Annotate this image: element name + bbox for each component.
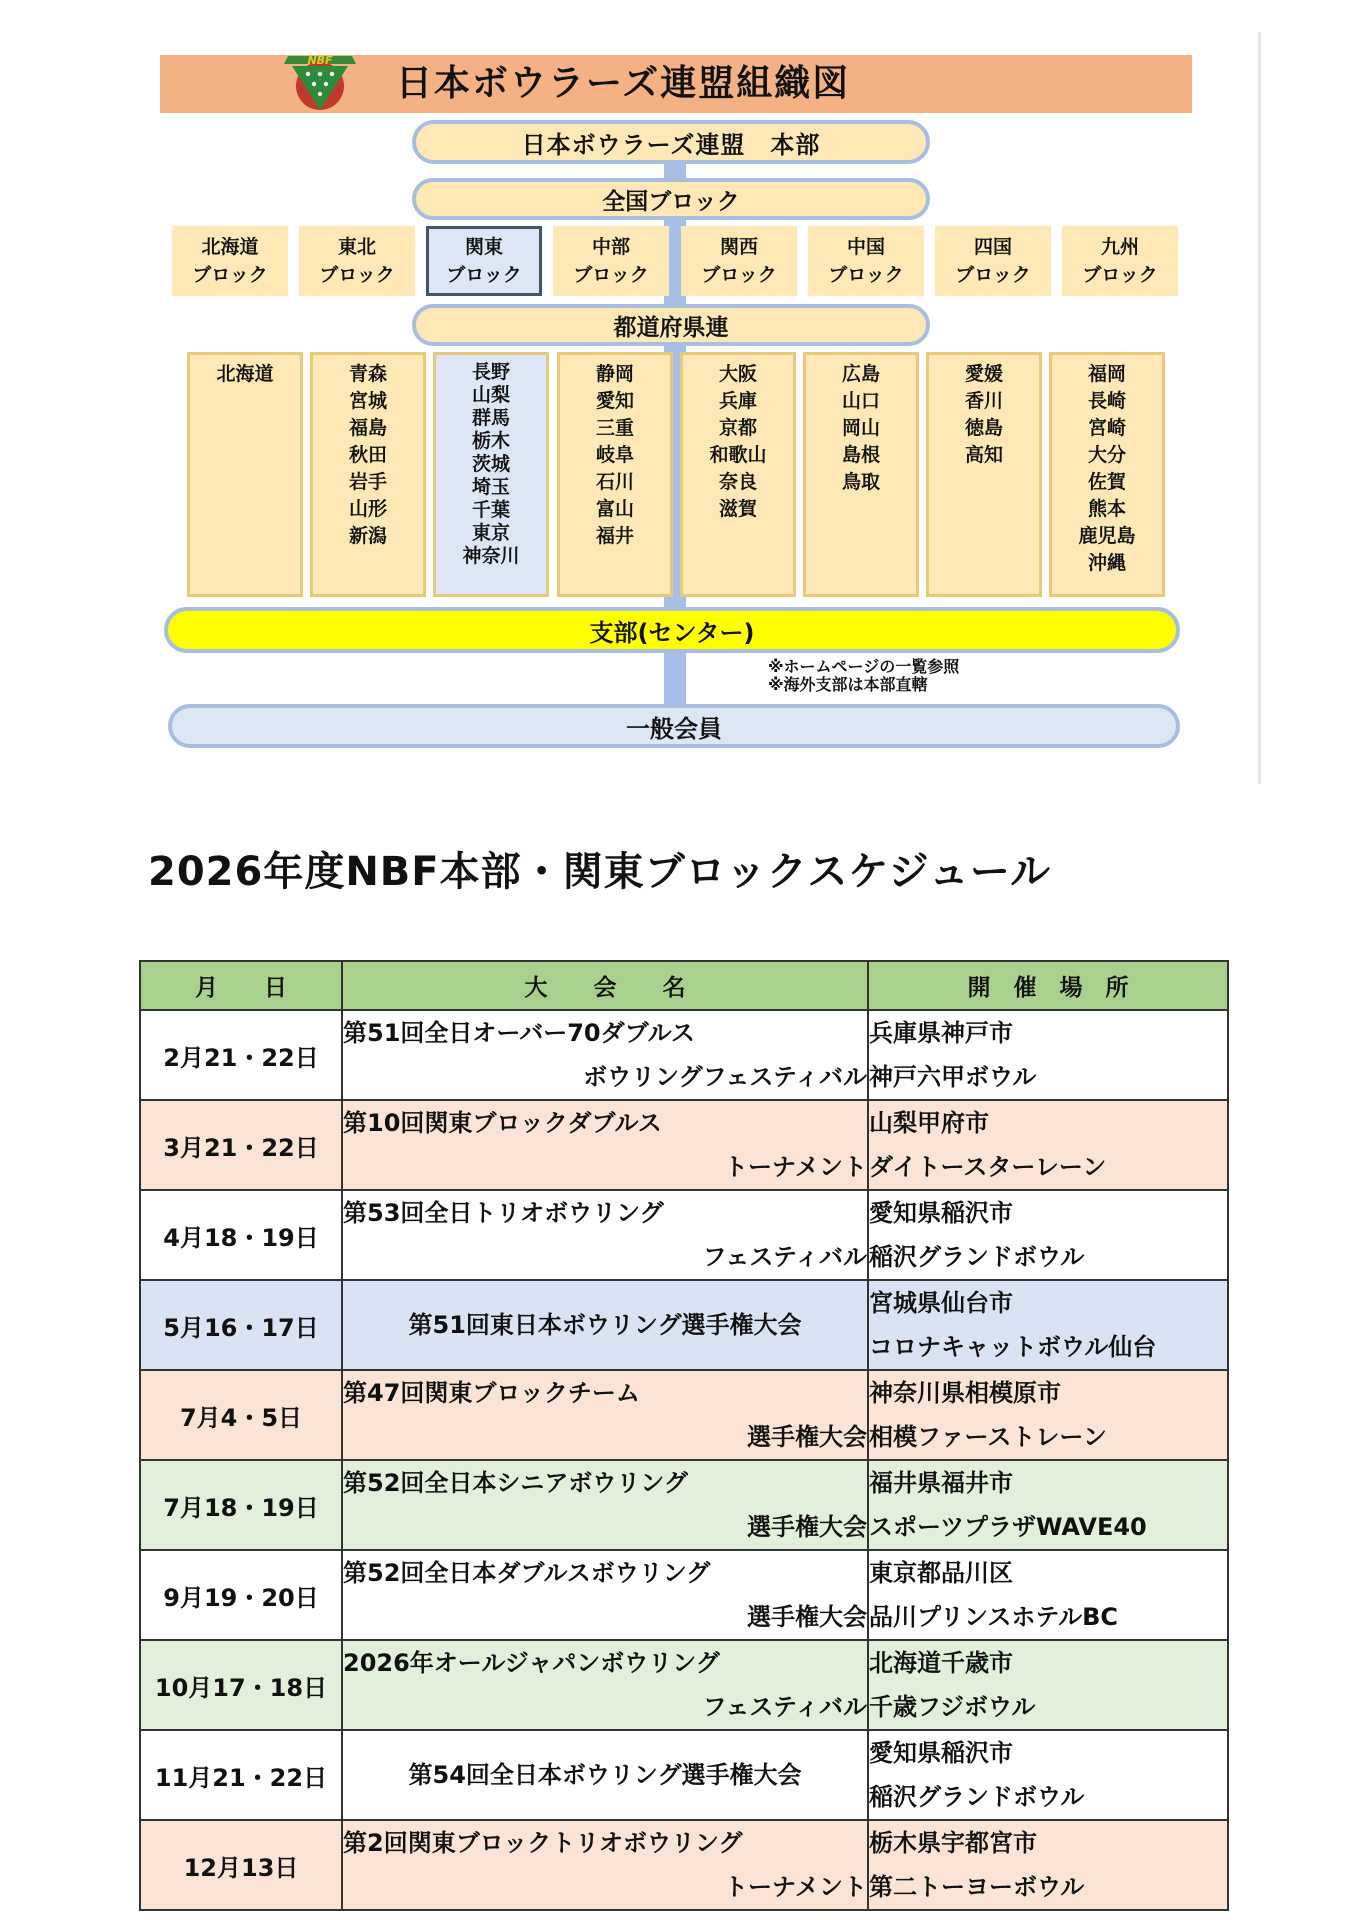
prefecture-list-shikoku (926, 352, 1042, 597)
org-chart-notes (768, 658, 959, 694)
branch-center-node: 支部(センター) (164, 607, 1180, 653)
schedule-row (140, 1820, 1228, 1910)
venue-city: 山梨甲府市 (869, 1109, 989, 1137)
schedule-row (140, 1640, 1228, 1730)
org-chart-title: 日本ボウラーズ連盟組織図 (396, 63, 851, 104)
prefecture-name: 山口 (841, 390, 880, 412)
event-name-line: 選手権大会 (747, 1513, 867, 1541)
prefecture-name: 千葉 (471, 499, 510, 521)
svg-text:NBF: NBF (307, 54, 333, 67)
event-venue (868, 1100, 1228, 1190)
general-members-node: 一般会員 (168, 704, 1180, 748)
page-edge-line (1258, 32, 1261, 784)
note-line: ※海外支部は本部直轄 (768, 675, 928, 694)
header-event: 大 会 名 (342, 961, 868, 1010)
event-venue (868, 1010, 1228, 1100)
prefecture-name: 大分 (1087, 444, 1126, 466)
block-node-shikoku (935, 226, 1051, 296)
prefecture-name: 和歌山 (709, 444, 767, 466)
event-date: 10月17・18日 (140, 1640, 342, 1730)
prefecture-name: 岡山 (841, 417, 880, 439)
event-date: 4月18・19日 (140, 1190, 342, 1280)
prefecture-name: 福岡 (1087, 363, 1126, 385)
schedule-row (140, 1550, 1228, 1640)
prefecture-name: 福井 (595, 525, 634, 547)
event-name-line: 第2回関東ブロックトリオボウリング (343, 1829, 743, 1857)
event-name (342, 1100, 868, 1190)
venue-name: 第二トーヨーボウル (869, 1873, 1085, 1901)
prefecture-name: 埼玉 (471, 476, 510, 498)
block-suffix: ブロック (319, 264, 395, 286)
block-node-kansai (681, 226, 797, 296)
block-node-chubu (553, 226, 669, 296)
prefecture-name: 愛媛 (964, 363, 1003, 385)
event-name-line: 第47回関東ブロックチーム (343, 1379, 640, 1407)
event-name-line: 選手権大会 (747, 1603, 867, 1631)
prefecture-name: 佐賀 (1087, 471, 1126, 493)
prefecture-list-chubu (557, 352, 673, 597)
prefecture-name: 大阪 (718, 363, 757, 385)
event-name (342, 1010, 868, 1100)
venue-name: 神戸六甲ボウル (869, 1063, 1037, 1091)
prefecture-name: 東京 (471, 522, 510, 544)
schedule-table (139, 960, 1229, 1911)
schedule-title: 2026年度NBF本部・関東ブロックスケジュール (148, 849, 1052, 895)
venue-name: 稲沢グランドボウル (869, 1783, 1085, 1811)
venue-name: 稲沢グランドボウル (869, 1243, 1085, 1271)
event-name (342, 1370, 868, 1460)
event-venue (868, 1280, 1228, 1370)
event-venue (868, 1550, 1228, 1640)
event-venue (868, 1460, 1228, 1550)
prefecture-name: 山形 (348, 498, 387, 520)
prefecture-name: 島根 (841, 444, 880, 466)
prefecture-name: 長野 (471, 361, 510, 383)
header-date: 月 日 (140, 961, 342, 1010)
schedule-row (140, 1280, 1228, 1370)
prefecture-name: 鳥取 (841, 471, 880, 493)
block-name: 九州 (1100, 236, 1139, 258)
prefecture-list-kyushu (1049, 352, 1165, 597)
event-name-line: 第52回全日本ダブルスボウリング (343, 1559, 711, 1587)
prefecture-federation-node: 都道府県連 (412, 304, 930, 346)
prefecture-name: 三重 (595, 417, 634, 439)
note-line: ※ホームページの一覧参照 (768, 657, 960, 676)
block-suffix: ブロック (446, 264, 522, 286)
venue-city: 東京都品川区 (869, 1559, 1013, 1587)
event-name-line: フェスティバル (702, 1243, 867, 1271)
block-name: 東北 (337, 236, 376, 258)
event-date: 12月13日 (140, 1820, 342, 1910)
block-name: 北海道 (201, 236, 259, 258)
block-name: 四国 (973, 236, 1012, 258)
schedule-row (140, 1460, 1228, 1550)
event-name: 第54回全日本ボウリング選手権大会 (342, 1730, 868, 1820)
event-name-line: 第53回全日トリオボウリング (343, 1199, 664, 1227)
venue-name: 品川プリンスホテルBC (869, 1603, 1119, 1631)
prefecture-name: 茨城 (471, 453, 510, 475)
prefecture-name: 神奈川 (462, 545, 520, 567)
venue-city: 福井県福井市 (869, 1469, 1013, 1497)
event-name-line: トーナメント (723, 1153, 867, 1181)
prefecture-name: 岐阜 (595, 444, 634, 466)
prefecture-list-tohoku (310, 352, 426, 597)
nbf-logo-icon (278, 52, 362, 114)
event-name-line: ボウリングフェスティバル (583, 1063, 867, 1091)
prefecture-list-hokkaido (187, 352, 303, 597)
prefecture-name: 福島 (348, 417, 387, 439)
schedule-header-row (140, 961, 1228, 1010)
venue-city: 栃木県宇都宮市 (869, 1829, 1037, 1857)
venue-city: 神奈川県相模原市 (869, 1379, 1061, 1407)
event-date: 2月21・22日 (140, 1010, 342, 1100)
event-name-line: 選手権大会 (747, 1423, 867, 1451)
event-date: 7月18・19日 (140, 1460, 342, 1550)
event-name-line: トーナメント (723, 1873, 867, 1901)
prefecture-name: 宮城 (348, 390, 387, 412)
event-name: 第51回東日本ボウリング選手権大会 (342, 1280, 868, 1370)
event-date: 9月19・20日 (140, 1550, 342, 1640)
event-venue (868, 1370, 1228, 1460)
block-node-hokkaido (172, 226, 288, 296)
prefecture-name: 栃木 (471, 430, 510, 452)
event-venue (868, 1820, 1228, 1910)
event-name-line: フェスティバル (702, 1693, 867, 1721)
prefecture-name: 石川 (595, 471, 634, 493)
venue-name: 相模ファーストレーン (869, 1423, 1107, 1451)
national-block-node: 全国ブロック (412, 178, 930, 220)
schedule-row (140, 1730, 1228, 1820)
prefecture-name: 群馬 (471, 407, 510, 429)
prefecture-name: 香川 (964, 390, 1003, 412)
block-name: 関東 (464, 236, 503, 258)
schedule-row (140, 1100, 1228, 1190)
venue-name: ダイトースターレーン (869, 1153, 1107, 1181)
block-node-kyushu (1062, 226, 1178, 296)
event-name (342, 1550, 868, 1640)
prefecture-name: 沖縄 (1087, 552, 1126, 574)
block-name: 関西 (719, 236, 758, 258)
venue-name: コロナキャットボウル仙台 (869, 1333, 1157, 1361)
prefecture-name: 愛知 (595, 390, 634, 412)
event-date: 11月21・22日 (140, 1730, 342, 1820)
event-name-line: 2026年オールジャパンボウリング (343, 1649, 720, 1677)
prefecture-name: 熊本 (1087, 498, 1126, 520)
prefecture-name: 宮崎 (1087, 417, 1126, 439)
prefecture-name: 北海道 (216, 363, 274, 385)
event-date: 7月4・5日 (140, 1370, 342, 1460)
venue-name: 千歳フジボウル (869, 1693, 1036, 1721)
event-venue (868, 1730, 1228, 1820)
venue-name: スポーツプラザWAVE40 (869, 1513, 1147, 1541)
prefecture-name: 奈良 (718, 471, 757, 493)
venue-city: 愛知県稲沢市 (869, 1199, 1013, 1227)
schedule-row (140, 1010, 1228, 1100)
prefecture-name: 山梨 (471, 384, 510, 406)
prefecture-name: 静岡 (595, 363, 634, 385)
event-venue (868, 1190, 1228, 1280)
block-suffix: ブロック (192, 264, 268, 286)
event-name-line: 第51回全日オーバー70ダブルス (343, 1019, 695, 1047)
block-suffix: ブロック (955, 264, 1031, 286)
prefecture-name: 秋田 (348, 444, 387, 466)
event-name-line: 第52回全日本シニアボウリング (343, 1469, 688, 1497)
block-node-chugoku (808, 226, 924, 296)
event-name (342, 1460, 868, 1550)
event-venue (868, 1640, 1228, 1730)
block-suffix: ブロック (573, 264, 649, 286)
block-suffix: ブロック (828, 264, 904, 286)
block-suffix: ブロック (1082, 264, 1158, 286)
venue-city: 宮城県仙台市 (869, 1289, 1013, 1317)
prefecture-name: 兵庫 (718, 390, 757, 412)
prefecture-name: 京都 (718, 417, 757, 439)
schedule-row (140, 1370, 1228, 1460)
prefecture-name: 新潟 (348, 525, 387, 547)
prefecture-list-kanto (433, 352, 549, 597)
block-node-tohoku (299, 226, 415, 296)
prefecture-name: 青森 (348, 363, 387, 385)
event-name-line: 第10回関東ブロックダブルス (343, 1109, 662, 1137)
header-venue: 開 催 場 所 (868, 961, 1228, 1010)
headquarters-node: 日本ボウラーズ連盟 本部 (412, 120, 930, 164)
prefecture-list-kansai (680, 352, 796, 597)
event-date: 5月16・17日 (140, 1280, 342, 1370)
prefecture-name: 高知 (964, 444, 1003, 466)
prefecture-name: 富山 (595, 498, 634, 520)
block-node-kanto (426, 226, 542, 296)
prefecture-name: 長崎 (1087, 390, 1126, 412)
event-name (342, 1190, 868, 1280)
prefecture-name: 滋賀 (718, 498, 757, 520)
event-name (342, 1640, 868, 1730)
block-suffix: ブロック (701, 264, 777, 286)
event-date: 3月21・22日 (140, 1100, 342, 1190)
venue-city: 北海道千歳市 (869, 1649, 1013, 1677)
schedule-row (140, 1190, 1228, 1280)
prefecture-list-chugoku (803, 352, 919, 597)
prefecture-name: 鹿児島 (1078, 525, 1136, 547)
prefecture-name: 徳島 (964, 417, 1003, 439)
venue-city: 兵庫県神戸市 (869, 1019, 1013, 1047)
block-name: 中部 (591, 236, 630, 258)
block-name: 中国 (846, 236, 885, 258)
venue-city: 愛知県稲沢市 (869, 1739, 1013, 1767)
event-name (342, 1820, 868, 1910)
prefecture-name: 岩手 (348, 471, 387, 493)
prefecture-name: 広島 (841, 363, 880, 385)
